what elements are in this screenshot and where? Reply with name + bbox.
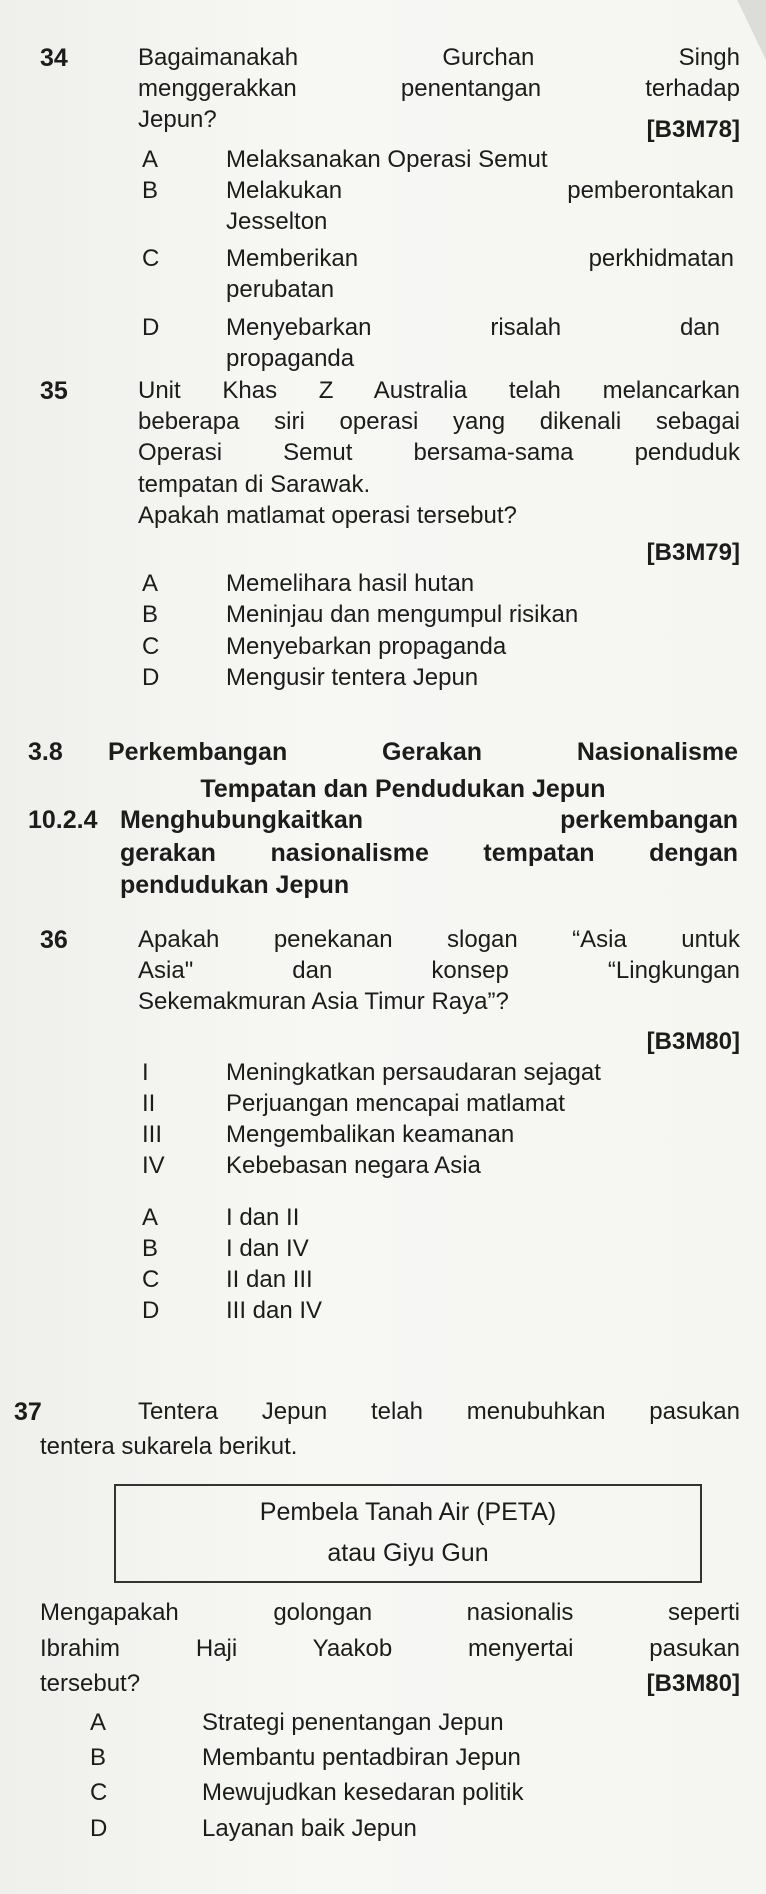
option-b [86, 1742, 740, 1773]
option-text: I dan II [226, 1203, 300, 1231]
question-35 [40, 375, 740, 693]
option-text: II dan III [226, 1265, 313, 1293]
option-letter: D [142, 663, 160, 691]
info-box-line: Pembela Tanah Air (PETA) [259, 1498, 557, 1527]
option-letter: C [142, 632, 160, 660]
question-stem-line: Apakah penekanan slogan “Asia untuk [138, 926, 740, 953]
learning-standard [28, 804, 738, 902]
question-stem-line: Jepun? [138, 106, 217, 134]
option-text: Menyebarkan propaganda [226, 632, 507, 660]
statement-iv [138, 1150, 740, 1181]
question-stem-line: menggerakkan penentangan terhadap [138, 75, 740, 103]
option-d-cont [138, 343, 740, 374]
question-last-row [40, 1668, 740, 1699]
option-text: Mengusir tentera Jepun [226, 663, 479, 691]
section-subtitle: Tempatan dan Pendudukan Jepun [200, 774, 606, 803]
option-text: I dan IV [226, 1234, 309, 1262]
option-text: Strategi penentangan Jepun [202, 1708, 504, 1736]
option-text: Layanan baik Jepun [202, 1814, 417, 1842]
option-b-cont [138, 206, 740, 237]
question-stem-line: Apakah matlamat operasi tersebut? [138, 501, 517, 529]
question-stem-row [138, 104, 740, 145]
question-number: 35 [40, 377, 68, 405]
question-stem-line: Bagaimanakah Gurchan Singh [138, 44, 740, 71]
statement-text: Kebebasan negara Asia [226, 1152, 481, 1180]
question-stem-line: Asia" dan konsep “Lingkungan [138, 957, 740, 985]
question-stem-line: tempatan di Sarawak. [138, 470, 371, 498]
option-letter: B [142, 176, 159, 204]
statement-numeral: IV [142, 1152, 165, 1180]
question-36 [40, 924, 740, 1326]
statement-i [138, 1057, 740, 1088]
option-text: propaganda [226, 344, 355, 372]
section-title: Perkembangan Gerakan Nasionalisme [108, 738, 738, 766]
option-text: Membantu pentadbiran Jepun [202, 1744, 521, 1772]
statement-text: Perjuangan mencapai matlamat [226, 1089, 565, 1117]
option-letter: C [142, 245, 160, 273]
question-stem-line: Sekemakmuran Asia Timur Raya”? [138, 988, 509, 1016]
question-stem-line: beberapa siri operasi yang dikenali sebagai [138, 408, 740, 436]
question-stem-line: Operasi Semut bersama-sama penduduk [138, 439, 740, 467]
option-letter: C [142, 1265, 160, 1293]
option-letter: C [90, 1779, 108, 1807]
option-b [138, 1233, 740, 1264]
option-d [86, 1813, 740, 1844]
statement-iii [138, 1119, 740, 1150]
standard-text: gerakan nasionalisme tempatan dengan [120, 838, 738, 867]
option-b [138, 599, 740, 630]
section-number: 3.8 [28, 738, 63, 766]
question-code: [B3M80] [646, 1669, 740, 1697]
option-c-cont [138, 274, 740, 305]
question-number: 34 [40, 44, 68, 72]
statement-numeral: III [142, 1121, 163, 1149]
standard-text: Menghubungkaitkan perkembangan [120, 806, 738, 834]
question-line: Ibrahim Haji Yaakob menyertai pasukan [40, 1634, 740, 1662]
option-letter: A [90, 1708, 107, 1736]
option-b [138, 175, 740, 206]
option-a [138, 144, 740, 175]
option-letter: A [142, 570, 159, 598]
question-code: [B3M80] [646, 1027, 740, 1055]
question-code: [B3M79] [646, 538, 740, 566]
section-heading [28, 736, 738, 805]
option-text: Meninjau dan mengumpul risikan [226, 601, 579, 629]
option-d [138, 1295, 740, 1326]
standard-number: 10.2.4 [28, 806, 98, 834]
question-34 [40, 42, 740, 374]
option-c [138, 1264, 740, 1295]
statement-ii [138, 1088, 740, 1119]
question-line: Mengapakah golongan nasionalis seperti [40, 1599, 740, 1627]
option-letter: A [142, 1203, 159, 1231]
statement-text: Mengembalikan keamanan [226, 1121, 515, 1149]
question-stem-line: tentera sukarela berikut. [40, 1433, 298, 1461]
option-letter: A [142, 145, 159, 173]
question-number: 37 [14, 1398, 42, 1426]
option-text: Melaksanakan Operasi Semut [226, 145, 548, 173]
question-stem-line: Unit Khas Z Australia telah melancarkan [138, 377, 740, 404]
info-box-line: atau Giyu Gun [327, 1538, 489, 1567]
option-letter: D [90, 1814, 108, 1842]
option-d [138, 662, 740, 693]
info-box [114, 1484, 702, 1583]
question-stem-line: Tentera Jepun telah menubuhkan pasukan [138, 1398, 740, 1425]
option-text: Menyebarkan risalah dan [226, 313, 720, 341]
question-37 [14, 1396, 740, 1844]
option-d [138, 312, 740, 343]
question-line: tersebut? [40, 1669, 141, 1697]
option-c [138, 243, 740, 274]
option-text: Jesselton [226, 207, 328, 235]
option-c [138, 631, 740, 662]
question-code: [B3M78] [646, 116, 740, 144]
option-letter: D [142, 1297, 160, 1325]
option-text: Mewujudkan kesedaran politik [202, 1779, 524, 1807]
standard-row [28, 804, 738, 837]
option-letter: B [142, 1234, 159, 1262]
statement-text: Meningkatkan persaudaran sejagat [226, 1058, 601, 1086]
option-a [86, 1707, 740, 1738]
option-a [138, 568, 740, 599]
option-text: III dan IV [226, 1297, 323, 1325]
section-title-row [28, 736, 738, 769]
option-letter: D [142, 313, 160, 341]
option-text: perubatan [226, 276, 335, 304]
option-text: Memberikan perkhidmatan [226, 245, 734, 273]
option-text: Memelihara hasil hutan [226, 570, 475, 598]
statement-numeral: I [142, 1058, 149, 1086]
standard-text: pendudukan Jepun [120, 871, 350, 899]
option-a [138, 1202, 740, 1233]
option-letter: B [90, 1744, 107, 1772]
option-text: Melakukan pemberontakan [226, 176, 734, 204]
option-letter: B [142, 601, 159, 629]
question-number: 36 [40, 926, 68, 954]
option-c [86, 1777, 740, 1808]
statement-numeral: II [142, 1089, 156, 1117]
